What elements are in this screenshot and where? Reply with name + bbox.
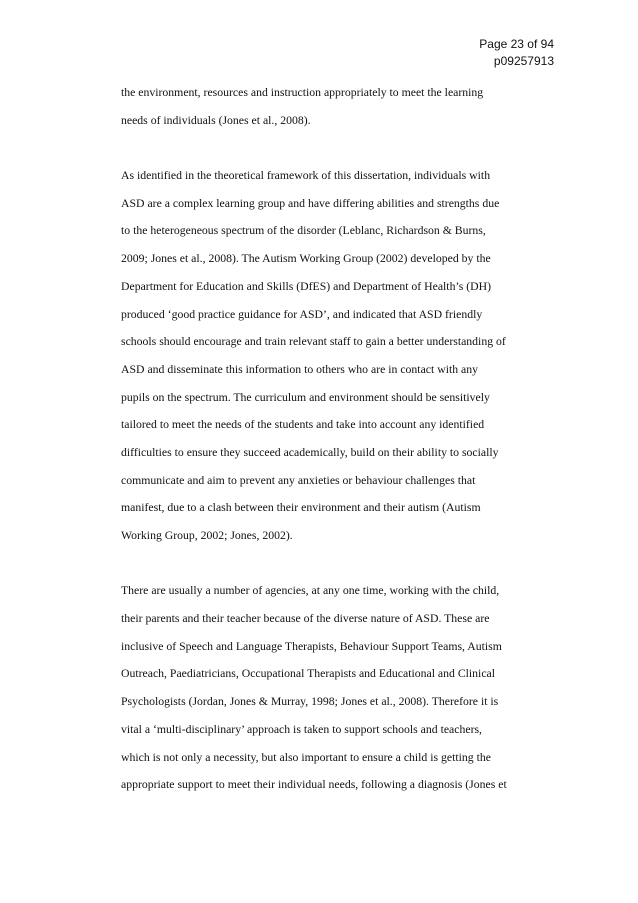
text-line: tailored to meet the needs of the students and take into account any identified: [121, 418, 485, 432]
text-line: appropriate support to meet their individual needs, following a diagnosis (Jones et: [121, 778, 507, 792]
text-line: communicate and aim to prevent any anxieties or behaviour challenges that: [121, 473, 476, 487]
text-line: difficulties to ensure they succeed academically, build on their ability to socially: [121, 445, 499, 459]
paragraph-spacer: [121, 550, 561, 578]
paragraph-spacer: [121, 134, 561, 162]
paragraph: [121, 79, 561, 134]
page-number: Page 23 of 94: [479, 37, 554, 51]
student-id: p09257913: [493, 54, 554, 68]
text-line: ASD and disseminate this information to others who are in contact with any: [121, 362, 478, 376]
text-line: Department for Education and Skills (DfES) and Department of Health’s (DH): [121, 279, 492, 293]
paragraph: [121, 162, 561, 550]
text-line: 2009; Jones et al., 2008). The Autism Working Group (2002) developed by the: [121, 252, 491, 266]
text-line: vital a ‘multi-disciplinary’ approach is taken to support schools and teachers,: [121, 722, 482, 736]
text-line: As identified in the theoretical framework of this dissertation, individuals with: [121, 169, 491, 183]
paragraph: [121, 577, 561, 799]
text-line: needs of individuals (Jones et al., 2008).: [121, 113, 311, 127]
text-line: their parents and their teacher because of the diverse nature of ASD. These are: [121, 612, 490, 626]
text-line: produced ‘good practice guidance for ASD’, and indicated that ASD friendly: [121, 307, 483, 321]
text-line: inclusive of Speech and Language Therapists, Behaviour Support Teams, Autism: [121, 639, 502, 653]
text-line: the environment, resources and instruction appropriately to meet the learning: [121, 86, 484, 99]
text-line: Psychologists (Jordan, Jones & Murray, 1998; Jones et al., 2008). Therefore it is: [121, 695, 499, 709]
text-line: There are usually a number of agencies, at any one time, working with the child,: [121, 584, 500, 598]
body-text: [121, 79, 561, 799]
text-line: manifest, due to a clash between their environment and their autism (Autism: [121, 501, 481, 515]
text-line: pupils on the spectrum. The curriculum and environment should be sensitively: [121, 390, 490, 404]
text-line: ASD are a complex learning group and have differing abilities and strengths due: [121, 196, 500, 210]
text-line: Working Group, 2002; Jones, 2002).: [121, 529, 293, 542]
text-line: schools should encourage and train relevant staff to gain a better understanding of: [121, 335, 506, 349]
text-line: Outreach, Paediatricians, Occupational Therapists and Educational and Clinical: [121, 667, 496, 681]
text-line: to the heterogeneous spectrum of the disorder (Leblanc, Richardson & Burns,: [121, 224, 486, 238]
page-header: [479, 36, 554, 70]
text-line: which is not only a necessity, but also important to ensure a child is getting the: [121, 750, 491, 764]
